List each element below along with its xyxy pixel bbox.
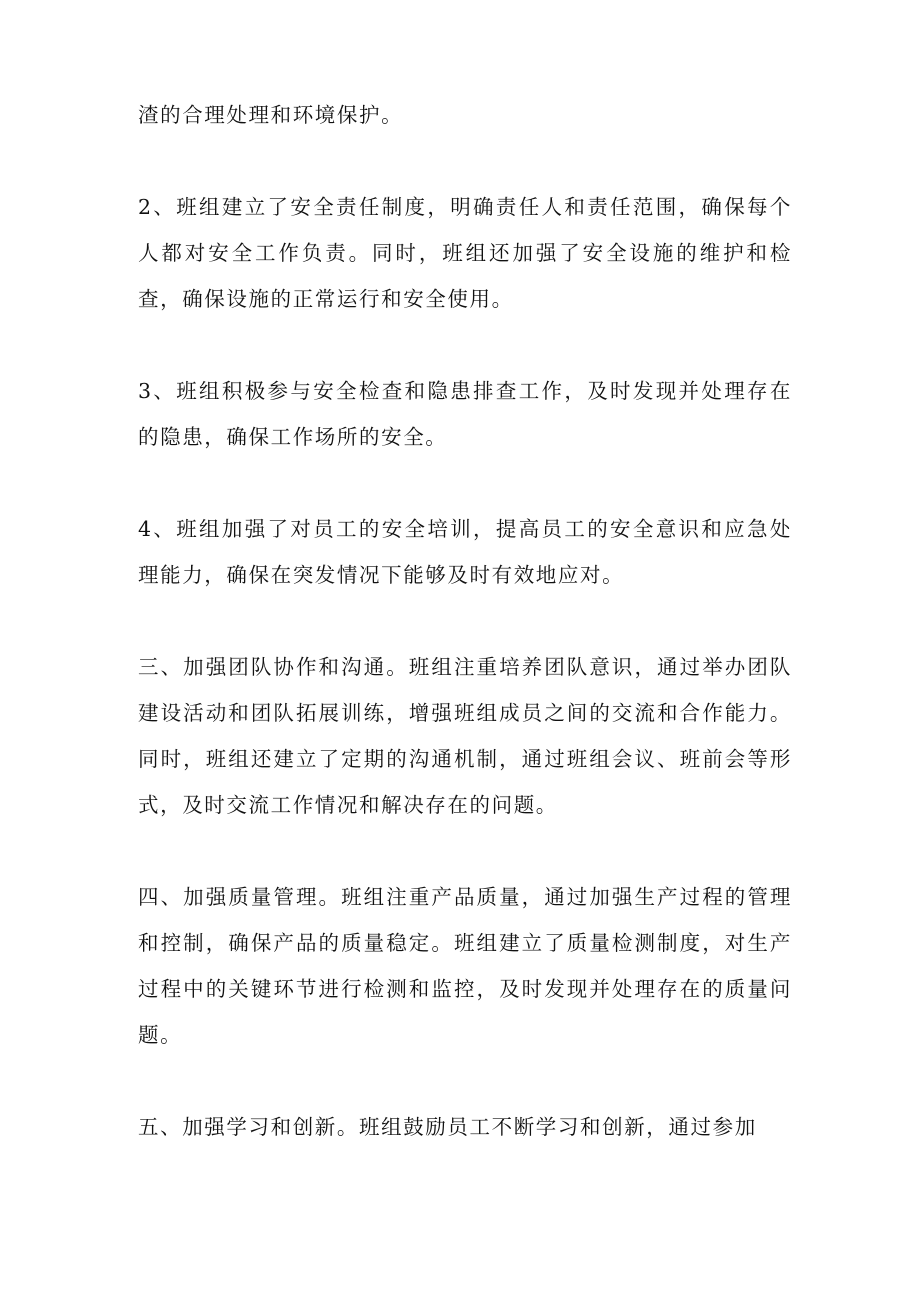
paragraph-continuation: 渣的合理处理和环境保护。 — [138, 103, 404, 127]
paragraph-item-4: 4、班组加强了对员工的安全培训，提高员工的安全意识和应急处理能力，确保在突发情况下能够及时有效地应对。 — [138, 517, 792, 587]
paragraph-section-4: 四、加强质量管理。班组注重产品质量，通过加强生产过程的管理和控制，确保产品的质量稳定。班组建立了质量检测制度，对生产过程中的关键环节进行检测和监控，及时发现并处理存在的质量问题。 — [138, 885, 792, 1047]
paragraph-section-5: 五、加强学习和创新。班组鼓励员工不断学习和创新，通过参加 — [138, 1115, 757, 1139]
paragraph-section-3: 三、加强团队协作和沟通。班组注重培养团队意识，通过举办团队建设活动和团队拓展训练，增强班组成员之间的交流和合作能力。同时，班组还建立了定期的沟通机制，通过班组会议、班前会等形式，及时交流工作情况和解决存在的问题。 — [138, 655, 792, 817]
paragraph-item-3: 3、班组积极参与安全检查和隐患排查工作，及时发现并处理存在的隐患，确保工作场所的安全。 — [138, 379, 792, 449]
paragraph-item-2: 2、班组建立了安全责任制度，明确责任人和责任范围，确保每个人都对安全工作负责。同时，班组还加强了安全设施的维护和检查，确保设施的正常运行和安全使用。 — [138, 195, 792, 311]
document-body — [138, 92, 792, 1150]
